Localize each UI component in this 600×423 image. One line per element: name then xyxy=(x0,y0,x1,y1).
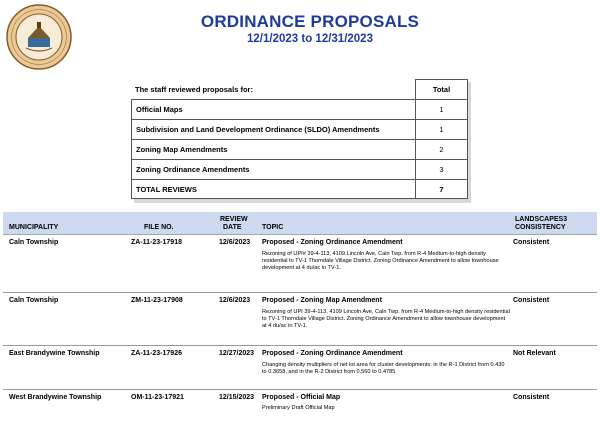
row-date: 12/27/2023 xyxy=(219,350,255,357)
summary-row-count: 1 xyxy=(415,119,468,139)
row-topic xyxy=(262,394,510,412)
table-row xyxy=(3,235,597,293)
row-topic-title: Proposed - Zoning Map Amendment xyxy=(262,297,382,304)
row-municipality: East Brandywine Township xyxy=(9,350,100,357)
summary-total-value: 7 xyxy=(415,179,468,199)
row-date: 12/6/2023 xyxy=(219,239,251,246)
row-municipality: Caln Township xyxy=(9,239,59,246)
summary-total-label: TOTAL REVIEWS xyxy=(131,179,415,199)
county-seal-icon xyxy=(6,4,72,70)
date-range: 12/1/2023 to 12/31/2023 xyxy=(247,33,373,45)
table-row xyxy=(3,390,597,420)
row-date: 12/6/2023 xyxy=(219,297,251,304)
row-file-no: ZA-11-23-17926 xyxy=(131,350,182,357)
table-row xyxy=(3,293,597,346)
summary-row-label: Official Maps xyxy=(131,99,415,119)
row-consistency: Consistent xyxy=(513,297,550,304)
row-consistency: Not Relevant xyxy=(513,350,556,357)
col-date: DATE xyxy=(223,224,242,231)
summary-row-count: 1 xyxy=(415,99,468,119)
summary-row xyxy=(131,159,468,179)
col-file-no: FILE NO. xyxy=(144,224,174,231)
summary-row-count: 2 xyxy=(415,139,468,159)
row-consistency: Consistent xyxy=(513,239,550,246)
row-topic xyxy=(262,297,510,330)
summary-row-label: Zoning Map Amendments xyxy=(131,139,415,159)
summary-intro: The staff reviewed proposals for: xyxy=(135,84,253,94)
row-topic-title: Proposed - Zoning Ordinance Amendment xyxy=(262,350,403,357)
row-municipality: Caln Township xyxy=(9,297,59,304)
col-topic: TOPIC xyxy=(262,224,284,231)
row-topic-title: Proposed - Official Map xyxy=(262,394,341,401)
summary-total-header: Total xyxy=(415,79,468,99)
col-consistency: CONSISTENCY xyxy=(515,224,566,231)
summary-row-label: Subdivision and Land Development Ordinance (SLDO) Amendments xyxy=(131,119,415,139)
row-date: 12/15/2023 xyxy=(219,394,255,401)
table-row xyxy=(3,346,597,390)
summary-table xyxy=(131,79,468,199)
row-file-no: ZA-11-23-17918 xyxy=(131,239,182,246)
summary-row xyxy=(131,139,468,159)
row-topic xyxy=(262,350,510,376)
row-consistency: Consistent xyxy=(513,394,550,401)
row-topic-description: Rezoning of UPI# 39-4-113, 4109 Lincoln Ave, Caln Twp. from R-4 Medium-to-high density residential to TV-1 Thorndale Village District. Zoning Ordinance Amendment to allow townhouse development at 4 du/ac in TV-1. xyxy=(262,251,499,271)
col-review: REVIEW xyxy=(220,216,248,223)
summary-header-row xyxy=(131,79,468,99)
col-landscapes3: LANDSCAPES3 xyxy=(515,216,568,223)
summary-total-row xyxy=(131,179,468,199)
row-topic-description: Preliminary Draft Official Map xyxy=(262,405,335,411)
summary-row xyxy=(131,119,468,139)
row-municipality: West Brandywine Township xyxy=(9,394,102,401)
summary-row xyxy=(131,99,468,119)
summary-row-count: 3 xyxy=(415,159,468,179)
page-title: ORDINANCE PROPOSALS xyxy=(200,12,420,31)
row-file-no: OM-11-23-17921 xyxy=(131,394,184,401)
summary-row-label: Zoning Ordinance Amendments xyxy=(131,159,415,179)
row-topic-description: Changing density multipliers of net lot area for cluster developments: in the R-1 District from 0.430 to 0.3658, and in the R-2 District from 0.560 to 0.4785 xyxy=(262,362,505,375)
row-file-no: ZM-11-23-17908 xyxy=(131,297,183,304)
row-topic-title: Proposed - Zoning Ordinance Amendment xyxy=(262,239,403,246)
row-topic-description: Rezoning of UPI 39-4-113, 4109 Lincoln Ave, Caln Twp. from R-4 Medium-to-high density residential to TV-1 Thorndale Village District. Zoning Ordinance Amendment to allow townhouse development at 4 du/ac in TV-1. xyxy=(262,309,510,329)
table-header xyxy=(3,212,597,235)
row-topic xyxy=(262,239,510,272)
proposals-table xyxy=(3,212,597,420)
col-municipality: MUNICIPALITY xyxy=(9,224,59,231)
